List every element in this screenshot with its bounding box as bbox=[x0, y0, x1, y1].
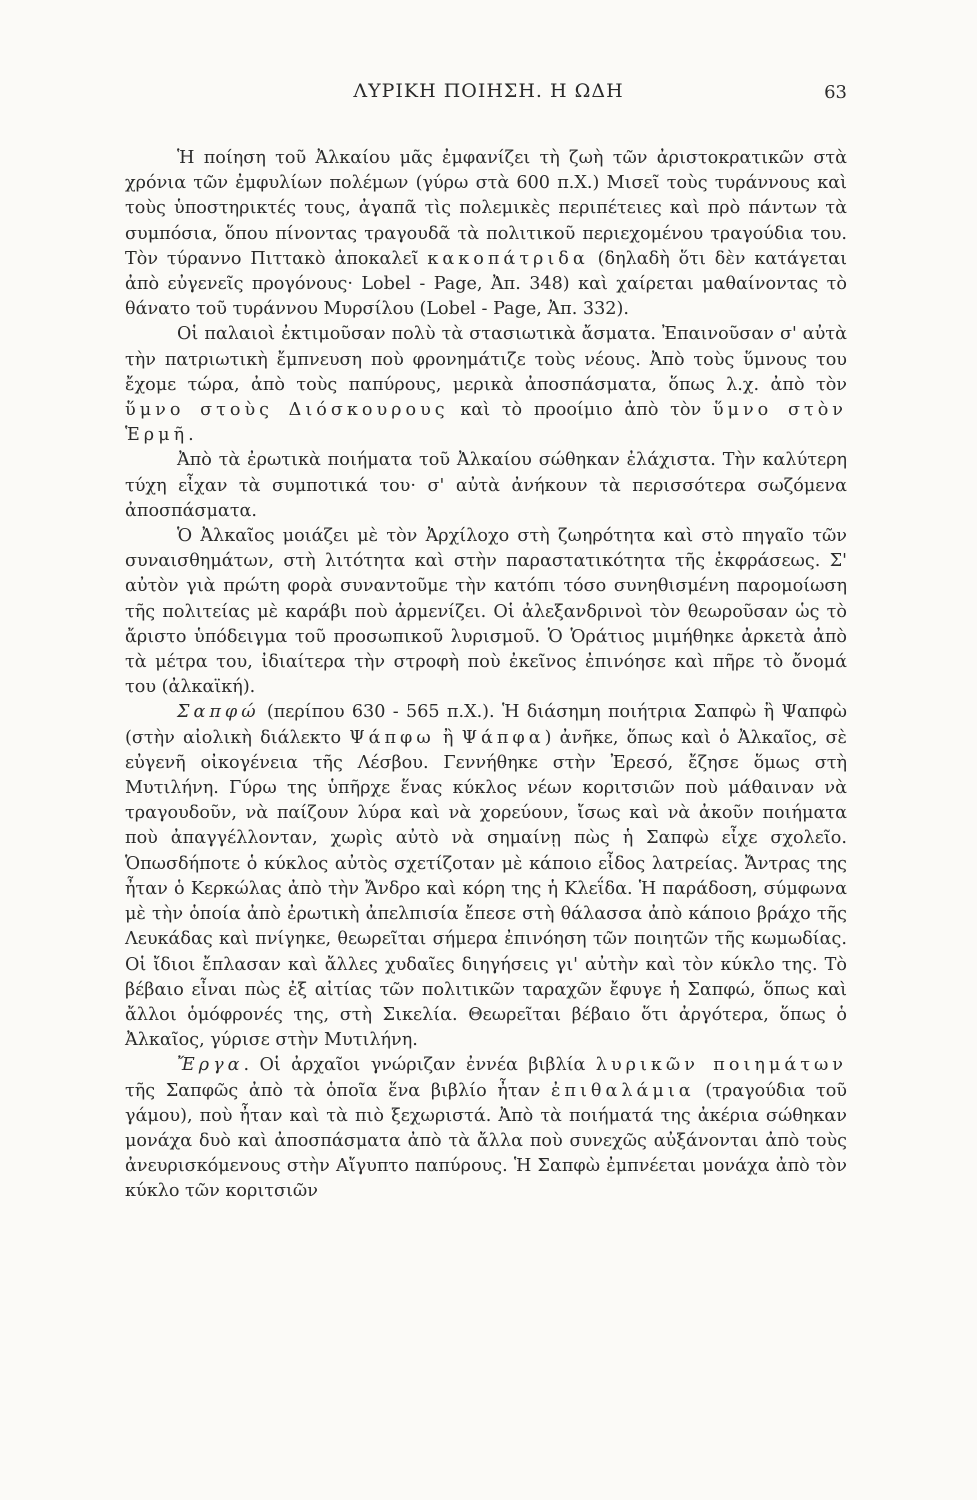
text-run: . Οἱ ἀρχαῖοι γνώριζαν ἐννέα βιβλία bbox=[243, 1055, 596, 1076]
body-text bbox=[125, 146, 847, 1205]
text-run: (τραγούδια τοῦ γάμου), ποὺ ἦταν καὶ τὰ πιὸ ξεχωριστά. Ἀπὸ τὰ ποιήματά της ἀκέρια σώθηκαν μονάχα δυὸ καὶ ἀποσπάσματα ἀπὸ τὰ ἄλλα ποὺ συνεχῶς αὐξάνονται ἀπὸ τοὺς ἀνευρισκόμενους στὴν Αἴγυπτο παπύρους. Ἡ Σαπφὼ ἐμπνέεται μονάχα ἀπὸ τὸν κύκλο τῶν κοριτσιῶν bbox=[125, 1080, 848, 1202]
text-run: Ὁ Ἀλκαῖος μοιάζει μὲ τὸν Ἀρχίλοχο στὴ ζωηρότητα καὶ στὸ πηγαῖο τῶν συναισθημάτων, στὴ λιτότητα καὶ στὴν παραστατικότητα τῆς ἐκφράσεως. Σ' αὐτὸν γιὰ πρώτη φορὰ συναντοῦμε τὴν κατόπι τόσο συνηθισμένη παρομοίωση τῆς πολιτείας μὲ καράβι ποὺ ἀρμενίζει. Οἱ ἀλεξανδρινοὶ τὸν θεωροῦσαν ὡς τὸ ἄριστο ὑπόδειγμα τοῦ προσωπικοῦ λυρισμοῦ. Ὁ Ὁράτιος μιμήθηκε ἀρκετὰ ἀπὸ τὰ μέτρα του, ἰδιαίτερα τὴν στροφὴ ποὺ ἐκεῖνος ἐπινόησε καὶ πῆρε τὸ ὄνομά του (ἀλκαϊκή). bbox=[125, 526, 847, 698]
text-run: τῆς Σαπφῶς ἀπὸ τὰ ὁποῖα ἕνα βιβλίο ἦταν bbox=[125, 1080, 551, 1101]
text-run: . bbox=[188, 425, 194, 446]
text-run: (περίπου 630 - 565 π.Χ.). Ἡ διάσημη ποιήτρια Σαπφὼ ἢ Ψαπφὼ (στὴν αἰολικὴ διάλεκτο bbox=[125, 702, 847, 748]
spaced-term: ὕμνο στοὺς Διόσκουρους bbox=[125, 400, 449, 421]
text-run: ἢ bbox=[434, 727, 462, 748]
text-run: (δηλαδὴ ὅτι δὲν κατάγεται ἀπὸ εὐγενεῖς προγόνους· Lobel - Page, Ἀπ. 348) καὶ χαίρεται μαθαίνοντας τὸ θάνατο τοῦ τυράννου Μυρσίλου (Lobel - Page, Ἀπ. 332). bbox=[125, 248, 847, 320]
paragraph bbox=[125, 524, 847, 700]
paragraph bbox=[125, 322, 847, 448]
spaced-term: λυρικῶν ποιημάτων bbox=[595, 1055, 847, 1076]
paragraph bbox=[125, 146, 847, 322]
paragraph bbox=[125, 448, 847, 524]
spaced-term: ὕμνο στὸν Ἑρμῆ bbox=[125, 400, 847, 446]
spaced-term: Ψάπφω bbox=[349, 727, 435, 748]
spaced-term: κακοπάτριδα bbox=[427, 248, 589, 269]
paragraph bbox=[125, 700, 847, 1053]
text-run: καὶ τὸ προοίμιο ἀπὸ τὸν bbox=[448, 400, 713, 421]
text-run: Ἀπὸ τὰ ἐρωτικὰ ποιήματα τοῦ Ἀλκαίου σώθηκαν ἐλάχιστα. Τὴν καλύτερη τύχη εἶχαν τὰ συμποτικά του· σ' αὐτὰ ἀνήκουν τὰ περισσότερα σωζόμενα ἀποσπάσματα. bbox=[125, 450, 847, 521]
page-number: 63 bbox=[824, 82, 847, 103]
section-heading: Ἔργα bbox=[177, 1055, 244, 1076]
text-run: ) ἀνῆκε, ὅπως καὶ ὁ Ἀλκαῖος, σὲ εὐγενῆ οἰκογένεια τῆς Λέσβου. Γεννήθηκε στὴν Ἐρεσό, ἔζησε ὅμως στὴ Μυτιλήνη. Γύρω της ὑπῆρχε ἕνας κύκλος νέων κοριτσιῶν ποὺ μάθαιναν νὰ τραγουδοῦν, νὰ παίζουν λύρα καὶ νὰ χορεύουν, ἴσως καὶ νὰ ἀκοῦν ποιήματα ποὺ ἀπαγγέλλονταν, χωρὶς αὐτὸ νὰ σημαίνῃ πὼς ἡ Σαπφὼ εἶχε σχολεῖο. Ὁπωσδήποτε ὁ κύκλος αὐτὸς σχετίζοταν μὲ κάποιο εἶδος λατρείας. Ἄντρας της ἦταν ὁ Κερκώλας ἀπὸ τὴν Ἄνδρο καὶ κόρη της ἡ Κλεΐδα. Ἡ παράδοση, σύμφωνα μὲ τὴν ὁποία ἀπὸ ἐρωτικὴ ἀπελπισία ἔπεσε στὴ θάλασσα ἀπὸ κάποιο βράχο τῆς Λευκάδας καὶ πνίγηκε, θεωρεῖται σήμερα ἐπινόηση τῶν ποιητῶν τῆς κωμωδίας. Οἱ ἴδιοι ἔπλασαν καὶ ἄλλες χυδαῖες διηγήσεις γι' αὐτὴν καὶ τὸν κύκλο της. Τὸ βέβαιο εἶναι πὼς ἐξ αἰτίας τῶν πολιτικῶν ταραχῶν ἔφυγε ἡ Σαπφώ, ὅπως καὶ ἄλλοι ὁμόφρονές της, στὴ Σικελία. Θεωρεῖται βέβαιο ὅτι ἀργότερα, ὅπως ὁ Ἀλκαῖος, γύρισε στὴν Μυτιλήνη. bbox=[125, 727, 847, 1051]
spaced-term: ἐπιθαλάμια bbox=[550, 1080, 695, 1101]
section-heading: Σαπφώ bbox=[177, 702, 260, 723]
text-run: Ἡ ποίηση τοῦ Ἀλκαίου μᾶς ἐμφανίζει τὴ ζωὴ τῶν ἀριστοκρατικῶν στὰ χρόνια τῶν ἐμφυλίων πολέμων (γύρω στὰ 600 π.Χ.) Μισεῖ τοὺς τυράννους καὶ τοὺς ὑποστηρικτές τους, ἀγαπᾶ τὶς πολεμικὲς περιπέτειες καὶ πρὸ πάντων τὰ συμπόσια, ὅπου πίνοντας τραγουδᾶ τὰ πολιτικοῦ περιεχομένου τραγούδια του. Τὸν τύραννο Πιττακὸ ἀποκαλεῖ bbox=[125, 148, 847, 269]
spaced-term: Ψάπφα bbox=[461, 727, 545, 748]
page-header bbox=[0, 80, 977, 110]
text-run: Οἱ παλαιοὶ ἐκτιμοῦσαν πολὺ τὰ στασιωτικὰ ἄσματα. Ἐπαινοῦσαν σ' αὐτὰ τὴν πατριωτικὴ ἔμπνευση ποὺ φρονημάτιζε τοὺς νέους. Ἀπὸ τοὺς ὕμνους του ἔχομε τώρα, ἀπὸ τοὺς παπύρους, μερικὰ ἀποσπάσματα, ὅπως λ.χ. ἀπὸ τὸν bbox=[125, 324, 847, 395]
running-title: ΛΥΡΙΚΗ ΠΟΙΗΣΗ. Η ΩΔΗ bbox=[353, 80, 624, 102]
paragraph bbox=[125, 1053, 847, 1204]
